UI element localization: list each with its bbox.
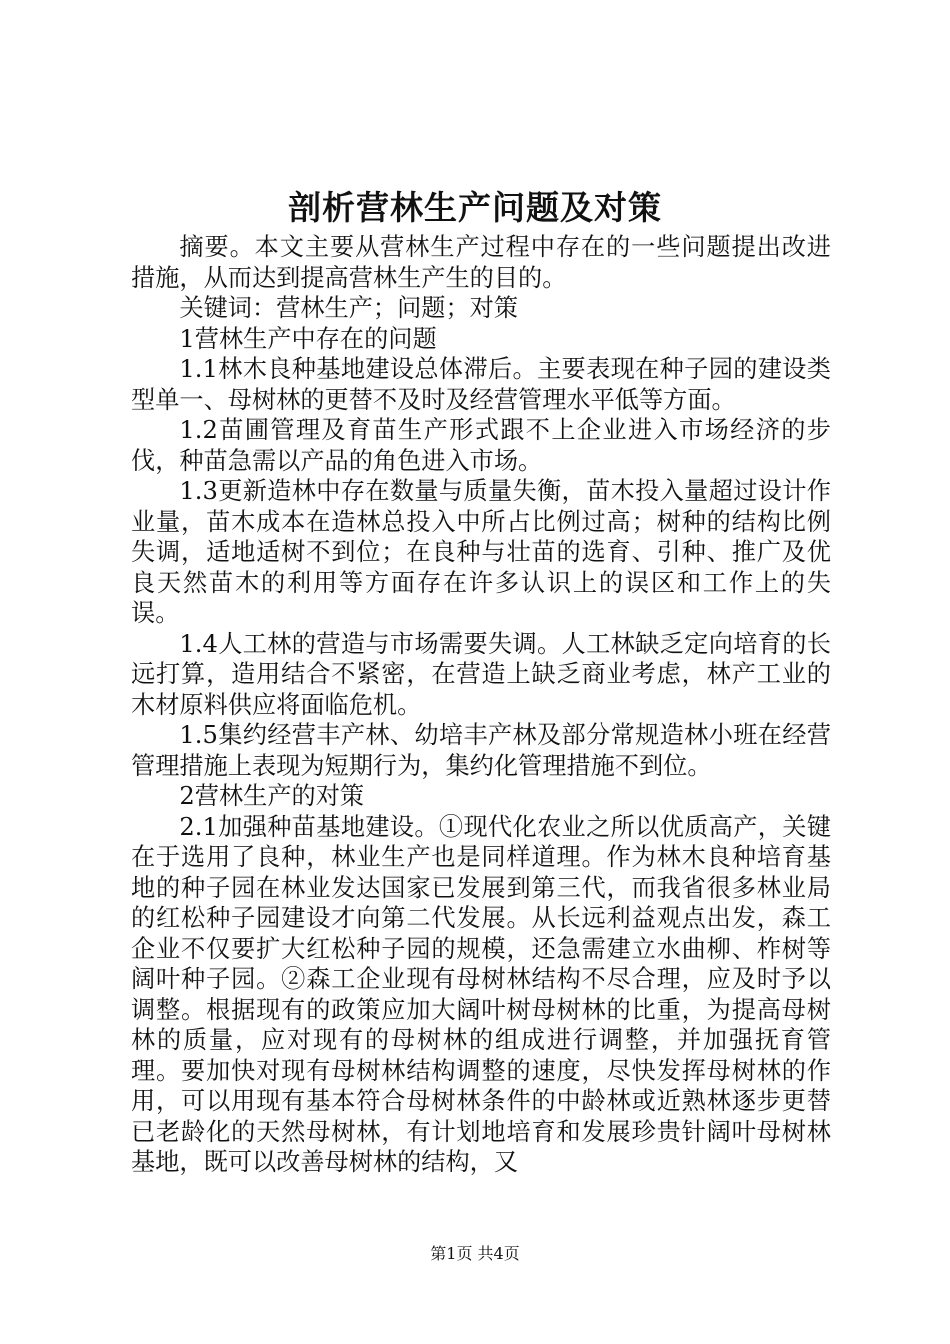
body-paragraph: 2.1加强种苗基地建设。①现代化农业之所以优质高产，关键在于选用了良种，林业生产也是同样道理。作为林木良种培育基地的种子园在林业发达国家已发展到第三代，而我省很多林业局的红松种子园建设才向第二代发展。从长远利益观点出发，森工企业不仅要扩大红松种子园的规模，还急需建立水曲柳、柞树等阔叶种子园。②森工企业现有母树林结构不尽合理，应及时予以调整。根据现有的政策应加大阔叶树母树林的比重，为提高母树林的质量，应对现有的母树林的组成进行调整，并加强抚育管理。要加快对现有母树林结构调整的速度，尽快发挥母树林的作用，可以用现有基本符合母树林条件的中龄林或近熟林逐步更替已老龄化的天然母树林，有计划地培育和发展珍贵针阔叶母树林基地，既可以改善母树林的结构，又 — [131, 812, 831, 1176]
section-heading: 2营林生产的对策 — [179, 782, 365, 810]
body-paragraph: 1.5集约经营丰产林、幼培丰产林及部分常规造林小班在经营管理措施上表现为短期行为，集约化管理措施不到位。 — [131, 721, 831, 780]
page-footer: 第1页 共4页 — [430, 1244, 520, 1263]
body-paragraph: 1.1林木良种基地建设总体滞后。主要表现在种子园的建设类型单一、母树林的更替不及时及经营管理水平低等方面。 — [131, 355, 831, 414]
abstract-paragraph: 摘要。本文主要从营林生产过程中存在的一些问题提出改进措施，从而达到提高营林生产生的目的。 — [131, 233, 831, 292]
body-paragraph: 1.3更新造林中存在数量与质量失衡，苗木投入量超过设计作业量，苗木成本在造林总投入中所占比例过高；树种的结构比例失调，适地适树不到位；在良种与壮苗的选育、引种、推广及优良天然苗木的利用等方面存在许多认识上的误区和工作上的失误。 — [131, 477, 831, 627]
body-paragraph: 1.4人工林的营造与市场需要失调。人工林缺乏定向培育的长远打算，造用结合不紧密，在营造上缺乏商业考虑，林产工业的木材原料供应将面临危机。 — [131, 629, 831, 719]
document-title: 剖析营林生产问题及对策 — [288, 188, 662, 227]
body-paragraph: 1.2苗圃管理及育苗生产形式跟不上企业进入市场经济的步伐，种苗急需以产品的角色进入市场。 — [131, 416, 831, 475]
section-heading: 1营林生产中存在的问题 — [179, 324, 437, 353]
document-body — [131, 232, 831, 1178]
keywords-line: 关键词：营林生产；问题；对策 — [179, 294, 519, 322]
